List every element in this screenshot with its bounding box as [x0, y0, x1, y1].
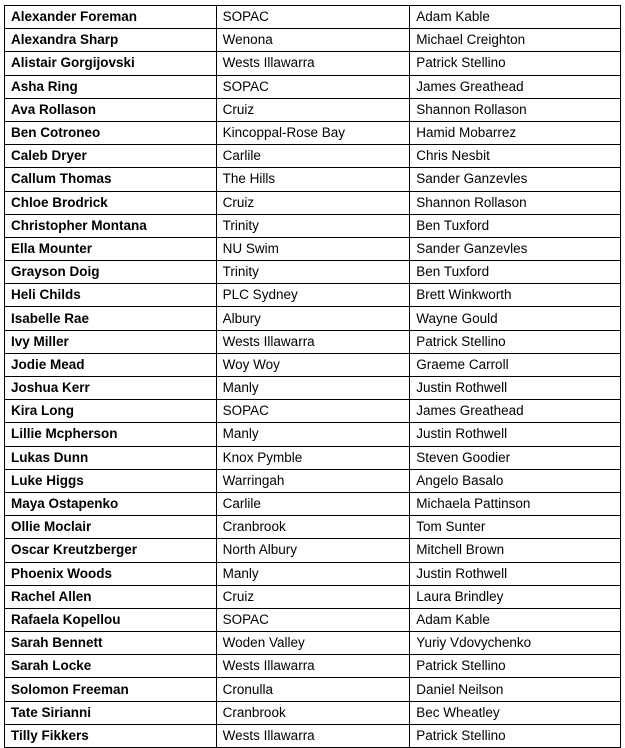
- swimmer-name-cell: Rafaela Kopellou: [5, 608, 217, 631]
- coach-cell: Tom Sunter: [410, 516, 621, 539]
- club-cell: Cruiz: [216, 191, 410, 214]
- coach-cell: Angelo Basalo: [410, 469, 621, 492]
- swimmer-name-cell: Phoenix Woods: [5, 562, 217, 585]
- table-row: [5, 145, 621, 168]
- coach-cell: Wayne Gould: [410, 307, 621, 330]
- club-cell: The Hills: [216, 168, 410, 191]
- club-cell: Cruiz: [216, 98, 410, 121]
- swimmer-name-cell: Asha Ring: [5, 75, 217, 98]
- club-cell: Carlile: [216, 145, 410, 168]
- club-cell: Manly: [216, 562, 410, 585]
- club-cell: North Albury: [216, 539, 410, 562]
- coach-cell: Adam Kable: [410, 608, 621, 631]
- club-cell: Cranbrook: [216, 701, 410, 724]
- swimmer-name-cell: Sarah Locke: [5, 655, 217, 678]
- table-row: [5, 423, 621, 446]
- table-row: [5, 330, 621, 353]
- table-row: [5, 261, 621, 284]
- swimmer-name-cell: Rachel Allen: [5, 585, 217, 608]
- swimmer-name-cell: Ava Rollason: [5, 98, 217, 121]
- coach-cell: Hamid Mobarrez: [410, 121, 621, 144]
- swimmer-name-cell: Callum Thomas: [5, 168, 217, 191]
- swimmer-name-cell: Luke Higgs: [5, 469, 217, 492]
- swimmer-name-cell: Oscar Kreutzberger: [5, 539, 217, 562]
- coach-cell: Patrick Stellino: [410, 724, 621, 747]
- swimmer-name-cell: Alexander Foreman: [5, 6, 217, 29]
- table-row: [5, 377, 621, 400]
- club-cell: Trinity: [216, 214, 410, 237]
- coach-cell: Shannon Rollason: [410, 191, 621, 214]
- table-row: [5, 678, 621, 701]
- club-cell: Wests Illawarra: [216, 52, 410, 75]
- table-row: [5, 724, 621, 747]
- club-cell: SOPAC: [216, 6, 410, 29]
- coach-cell: Graeme Carroll: [410, 353, 621, 376]
- swimmer-name-cell: Joshua Kerr: [5, 377, 217, 400]
- coach-cell: Michael Creighton: [410, 29, 621, 52]
- club-cell: Wests Illawarra: [216, 330, 410, 353]
- coach-cell: Patrick Stellino: [410, 330, 621, 353]
- table-row: [5, 52, 621, 75]
- swimmer-name-cell: Chloe Brodrick: [5, 191, 217, 214]
- roster-table-body: [5, 6, 621, 748]
- swimmer-name-cell: Maya Ostapenko: [5, 492, 217, 515]
- table-row: [5, 608, 621, 631]
- table-row: [5, 400, 621, 423]
- club-cell: SOPAC: [216, 400, 410, 423]
- table-row: [5, 121, 621, 144]
- table-row: [5, 353, 621, 376]
- club-cell: Wenona: [216, 29, 410, 52]
- table-row: [5, 655, 621, 678]
- table-row: [5, 585, 621, 608]
- table-row: [5, 516, 621, 539]
- club-cell: Cranbrook: [216, 516, 410, 539]
- table-row: [5, 539, 621, 562]
- table-row: [5, 29, 621, 52]
- swimmer-name-cell: Grayson Doig: [5, 261, 217, 284]
- roster-sheet: [4, 5, 621, 748]
- club-cell: Woden Valley: [216, 632, 410, 655]
- table-row: [5, 469, 621, 492]
- club-cell: Warringah: [216, 469, 410, 492]
- club-cell: Cruiz: [216, 585, 410, 608]
- table-row: [5, 562, 621, 585]
- coach-cell: Laura Brindley: [410, 585, 621, 608]
- swimmer-name-cell: Alistair Gorgijovski: [5, 52, 217, 75]
- table-row: [5, 237, 621, 260]
- swimmer-name-cell: Tilly Fikkers: [5, 724, 217, 747]
- swimmer-name-cell: Ollie Moclair: [5, 516, 217, 539]
- club-cell: SOPAC: [216, 75, 410, 98]
- swimmer-name-cell: Ben Cotroneo: [5, 121, 217, 144]
- club-cell: Kincoppal-Rose Bay: [216, 121, 410, 144]
- coach-cell: Michaela Pattinson: [410, 492, 621, 515]
- table-row: [5, 307, 621, 330]
- swimmer-name-cell: Lukas Dunn: [5, 446, 217, 469]
- coach-cell: Brett Winkworth: [410, 284, 621, 307]
- table-row: [5, 284, 621, 307]
- swimmer-name-cell: Alexandra Sharp: [5, 29, 217, 52]
- coach-cell: Ben Tuxford: [410, 214, 621, 237]
- swimmer-name-cell: Ella Mounter: [5, 237, 217, 260]
- table-row: [5, 632, 621, 655]
- roster-table: [4, 5, 621, 748]
- club-cell: Wests Illawarra: [216, 655, 410, 678]
- table-row: [5, 191, 621, 214]
- swimmer-name-cell: Jodie Mead: [5, 353, 217, 376]
- coach-cell: Chris Nesbit: [410, 145, 621, 168]
- club-cell: Manly: [216, 423, 410, 446]
- table-row: [5, 492, 621, 515]
- swimmer-name-cell: Lillie Mcpherson: [5, 423, 217, 446]
- coach-cell: Bec Wheatley: [410, 701, 621, 724]
- table-row: [5, 214, 621, 237]
- table-row: [5, 701, 621, 724]
- table-row: [5, 168, 621, 191]
- coach-cell: Adam Kable: [410, 6, 621, 29]
- club-cell: Woy Woy: [216, 353, 410, 376]
- club-cell: Carlile: [216, 492, 410, 515]
- swimmer-name-cell: Heli Childs: [5, 284, 217, 307]
- coach-cell: James Greathead: [410, 400, 621, 423]
- club-cell: Cronulla: [216, 678, 410, 701]
- club-cell: Wests Illawarra: [216, 724, 410, 747]
- coach-cell: Steven Goodier: [410, 446, 621, 469]
- club-cell: SOPAC: [216, 608, 410, 631]
- swimmer-name-cell: Kira Long: [5, 400, 217, 423]
- swimmer-name-cell: Christopher Montana: [5, 214, 217, 237]
- coach-cell: Justin Rothwell: [410, 562, 621, 585]
- club-cell: Manly: [216, 377, 410, 400]
- swimmer-name-cell: Solomon Freeman: [5, 678, 217, 701]
- coach-cell: James Greathead: [410, 75, 621, 98]
- coach-cell: Sander Ganzevles: [410, 237, 621, 260]
- club-cell: Albury: [216, 307, 410, 330]
- swimmer-name-cell: Tate Sirianni: [5, 701, 217, 724]
- coach-cell: Shannon Rollason: [410, 98, 621, 121]
- coach-cell: Yuriy Vdovychenko: [410, 632, 621, 655]
- coach-cell: Justin Rothwell: [410, 377, 621, 400]
- coach-cell: Sander Ganzevles: [410, 168, 621, 191]
- coach-cell: Mitchell Brown: [410, 539, 621, 562]
- club-cell: Trinity: [216, 261, 410, 284]
- table-row: [5, 6, 621, 29]
- table-row: [5, 98, 621, 121]
- swimmer-name-cell: Sarah Bennett: [5, 632, 217, 655]
- table-row: [5, 446, 621, 469]
- swimmer-name-cell: Caleb Dryer: [5, 145, 217, 168]
- club-cell: NU Swim: [216, 237, 410, 260]
- coach-cell: Daniel Neilson: [410, 678, 621, 701]
- coach-cell: Justin Rothwell: [410, 423, 621, 446]
- club-cell: PLC Sydney: [216, 284, 410, 307]
- club-cell: Knox Pymble: [216, 446, 410, 469]
- coach-cell: Ben Tuxford: [410, 261, 621, 284]
- swimmer-name-cell: Isabelle Rae: [5, 307, 217, 330]
- swimmer-name-cell: Ivy Miller: [5, 330, 217, 353]
- table-row: [5, 75, 621, 98]
- coach-cell: Patrick Stellino: [410, 655, 621, 678]
- coach-cell: Patrick Stellino: [410, 52, 621, 75]
